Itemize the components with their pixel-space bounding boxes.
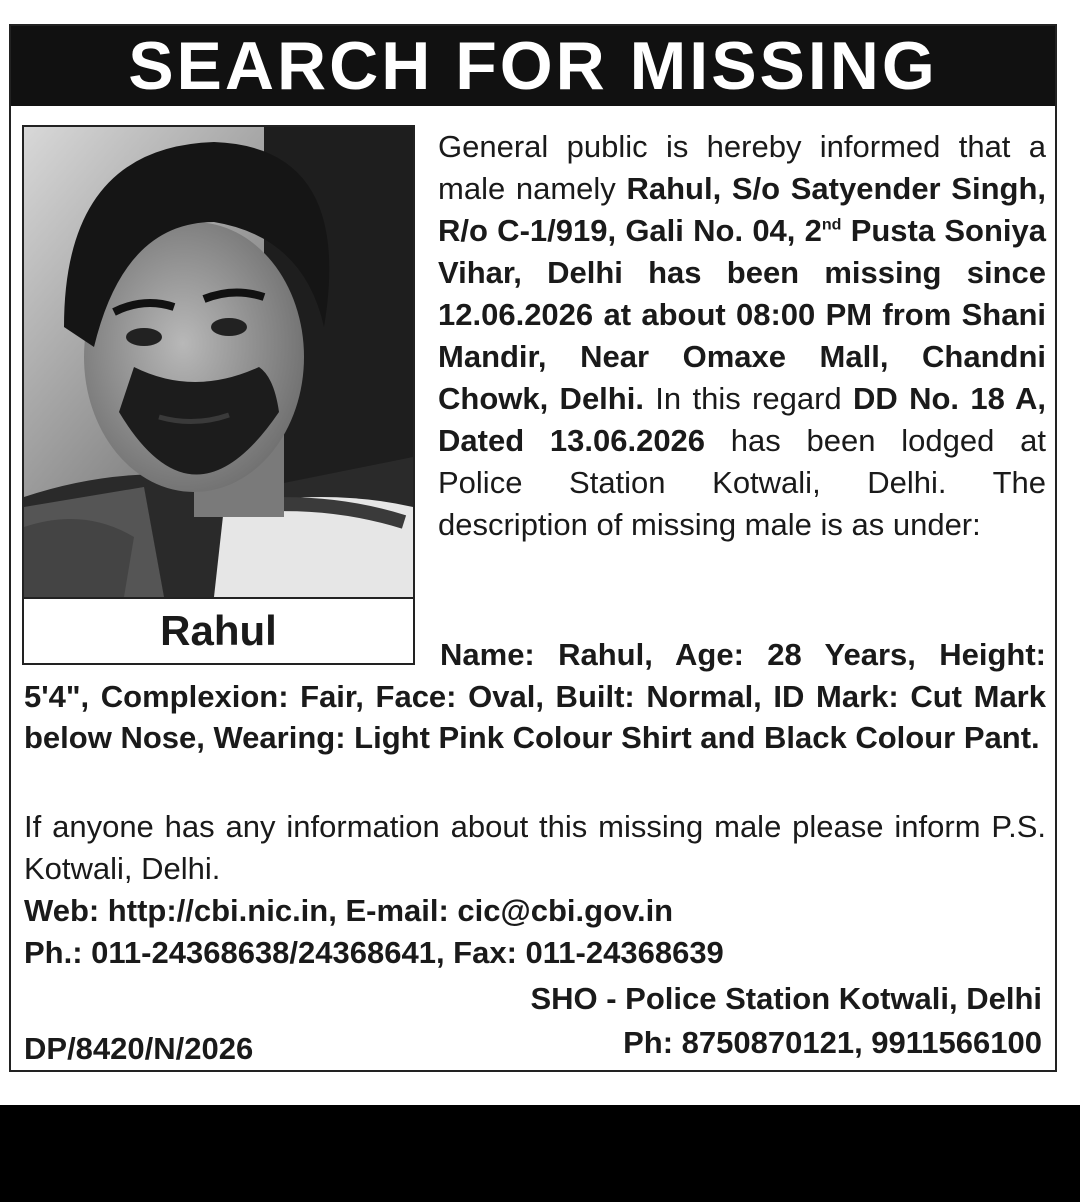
intro-text-2: In this regard (643, 381, 853, 416)
intro-person-details: Rahul, S/o Satyender Singh, R/o C-1/919, Gali No. 04, 2 (438, 171, 1046, 248)
intro-dd-number: DD No. 18 A, Dated 13.06.2026 (438, 381, 1047, 458)
person-photo (24, 127, 413, 597)
web-email-line: Web: http://cbi.nic.in, E-mail: cic@cbi.gov.in (24, 893, 674, 928)
header-bar (11, 26, 1055, 106)
phone-fax-line: Ph.: 011-24368638/24368641, Fax: 011-24368639 (24, 935, 724, 970)
missing-person-notice (9, 24, 1057, 1072)
sho-phone: Ph: 8750870121, 9911566100 (623, 1025, 1042, 1060)
photo-caption: Rahul (24, 597, 413, 663)
reference-number: DP/8420/N/2026 (24, 1031, 254, 1066)
person-description: Name: Rahul, Age: 28 Years, Height: 5'4", Complexion: Fair, Face: Oval, Built: Normal, ID Mark: Cut Mark below Nose, Wearing: Light Pink Colour Shirt and Black Colour Pant. (24, 637, 1046, 755)
photo-frame (22, 125, 415, 665)
info-request: If anyone has any information about this missing male please inform P.S. Kotwali, Delhi. (24, 809, 1046, 886)
intro-text-1: General public is hereby informed that a male namely (438, 129, 1046, 206)
intro-superscript: nd (821, 216, 842, 234)
sho-signature: SHO - Police Station Kotwali, Delhi (530, 981, 1042, 1016)
intro-paragraph (438, 126, 1046, 546)
intro-text-3: has been lodged at Police Station Kotwali, Delhi. The description of missing male is as under: (438, 423, 1046, 542)
intro-missing-details: Pusta Soniya Vihar, Delhi has been missing since 12.06.2026 at about 08:00 PM from Shani Mandir, Near Omaxe Mall, Chandni Chowk, Delhi. (438, 213, 1046, 416)
notice-title: SEARCH FOR MISSING (128, 28, 938, 104)
bottom-black-band (0, 1105, 1080, 1202)
